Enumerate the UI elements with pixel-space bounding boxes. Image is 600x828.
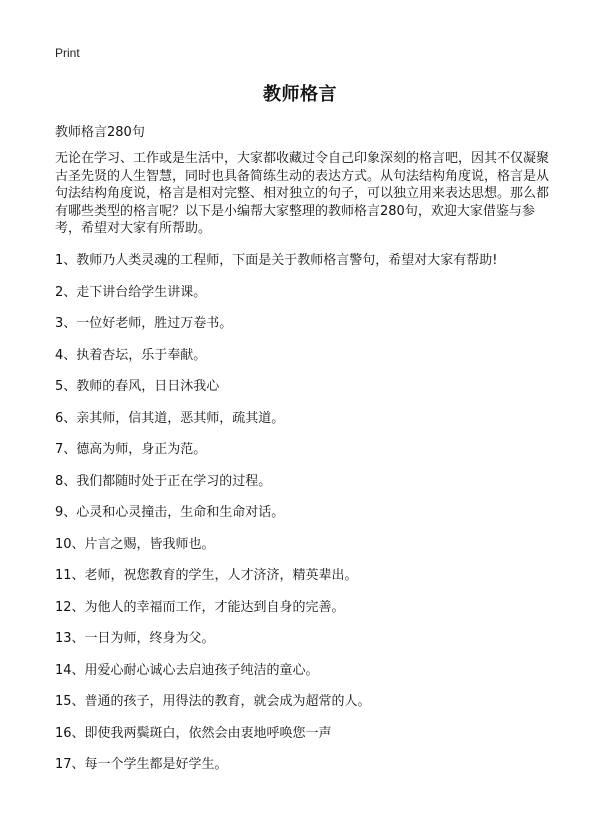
quote-item: 11、老师，祝您教育的学生，人才济济，精英辈出。	[55, 568, 358, 583]
quote-item: 17、每一个学生都是好学生。	[55, 757, 228, 772]
quote-item: 5、教师的春风，日日沐我心	[55, 379, 220, 394]
quote-item: 1、教师乃人类灵魂的工程师，下面是关于教师格言警句，希望对大家有帮助!	[55, 253, 498, 268]
quote-item: 12、为他人的幸福而工作，才能达到自身的完善。	[55, 599, 345, 615]
page-title: 教师格言	[263, 84, 337, 105]
quote-item: 13、一日为师，终身为父。	[55, 631, 215, 646]
quote-item: 7、德高为师，身正为范。	[55, 442, 207, 457]
quote-item: 6、亲其师，信其道，恶其师，疏其道。	[55, 410, 285, 426]
quote-item: 8、我们都随时处于正在学习的过程。	[55, 473, 272, 489]
print-link[interactable]: Print	[55, 46, 80, 60]
quote-item: 16、即使我两鬓斑白，依然会由衷地呼唤您一声	[55, 725, 332, 741]
quote-item: 3、一位好老师，胜过万卷书。	[55, 316, 233, 331]
quote-item: 9、心灵和心灵撞击，生命和生命对话。	[55, 505, 285, 520]
quote-item: 2、走下讲台给学生讲课。	[55, 284, 207, 300]
quote-item: 10、片言之赐，皆我师也。	[55, 536, 215, 552]
quote-item: 4、执着杏坛，乐于奉献。	[55, 347, 207, 363]
quote-item: 14、用爱心耐心诚心去启迪孩子纯洁的童心。	[55, 662, 319, 678]
document-subtitle: 教师格言280句	[55, 125, 145, 140]
quote-item: 15、普通的孩子，用得法的教育，就会成为超常的人。	[55, 694, 371, 709]
intro-paragraph: 无论在学习、工作或是生活中，大家都收藏过令自己印象深刻的格言吧，因其不仅凝聚古圣先贤的人生智慧，同时也具备简练生动的表达方式。从句法结构角度说，格言是从句法结构角度说，格言是相对完整、相对独立的句子，可以独立用来表达思想。那么都有哪些类型的格言呢？以下是小编帮大家整理的教师格言280句，欢迎大家借鉴与参考，希望对大家有所帮助。	[55, 151, 550, 236]
quote-list	[55, 251, 565, 787]
